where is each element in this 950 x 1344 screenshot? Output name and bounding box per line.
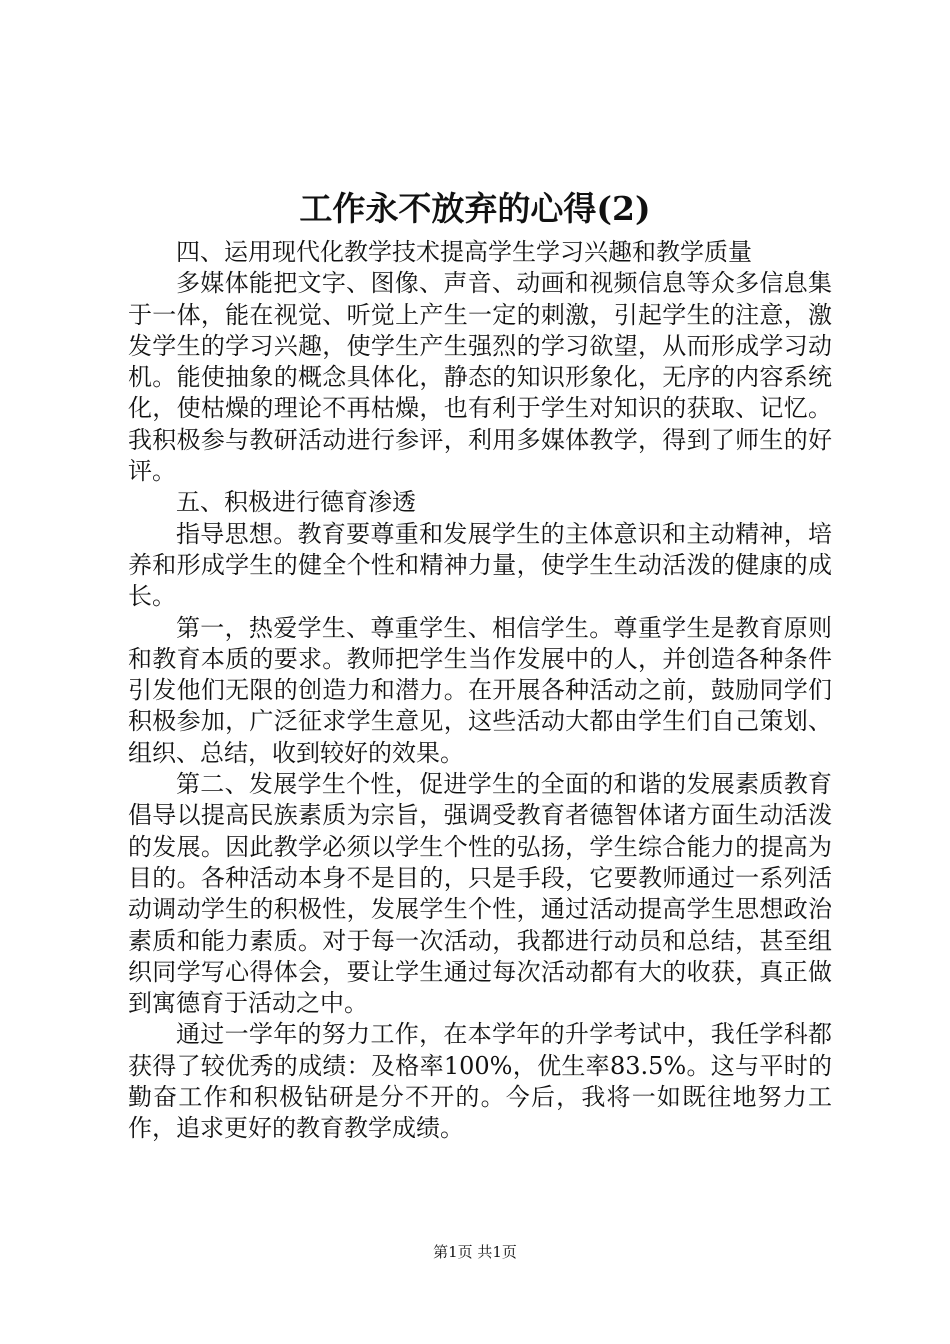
document-body [128,237,832,1145]
document-title: 工作永不放弃的心得(2) [299,189,651,228]
paragraph-multimedia: 多媒体能把文字、图像、声音、动画和视频信息等众多信息集于一体，能在视觉、听觉上产生一定的刺激，引起学生的注意，激发学生的学习兴趣，使学生产生强烈的学习欲望，从而形成学习动机。能使抽象的概念具体化，静态的知识形象化，无序的内容系统化，使枯燥的理论不再枯燥，也有利于学生对知识的获取、记忆。我积极参与教研活动进行参评，利用多媒体教学，得到了师生的好评。 [128,269,832,486]
paragraph-conclusion: 通过一学年的努力工作，在本学年的升学考试中，我任学科都获得了较优秀的成绩：及格率100%，优生率83.5%。这与平时的勤奋工作和积极钻研是分不开的。今后，我将一如既往地努力工作，追求更好的教育教学成绩。 [128,1020,832,1143]
section-heading-5: 五、积极进行德育渗透 [176,488,416,517]
paragraph-second-point: 第二、发展学生个性，促进学生的全面的和谐的发展素质教育倡导以提高民族素质为宗旨，强调受教育者德智体诸方面生动活泼的发展。因此教学必须以学生个性的弘扬，学生综合能力的提高为目的。各种活动本身不是目的，只是手段，它要教师通过一系列活动调动学生的积极性，发展学生个性，通过活动提高学生思想政治素质和能力素质。对于每一次活动，我都进行动员和总结，甚至组织同学写心得体会，要让学生通过每次活动都有大的收获，真正做到寓德育于活动之中。 [128,770,832,1018]
page-footer: 第1页 共1页 [433,1243,517,1261]
section-heading-4: 四、运用现代化教学技术提高学生学习兴趣和教学质量 [176,238,752,266]
paragraph-guiding-thought: 指导思想。教育要尊重和发展学生的主体意识和主动精神，培养和形成学生的健全个性和精神力量，使学生生动活泼的健康的成长。 [128,519,832,611]
paragraph-first-point: 第一，热爱学生、尊重学生、相信学生。尊重学生是教育原则和教育本质的要求。教师把学生当作发展中的人，并创造各种条件引发他们无限的创造力和潜力。在开展各种活动之前，鼓励同学们积极参加，广泛征求学生意见，这些活动大都由学生们自己策划、组织、总结，收到较好的效果。 [128,613,832,767]
